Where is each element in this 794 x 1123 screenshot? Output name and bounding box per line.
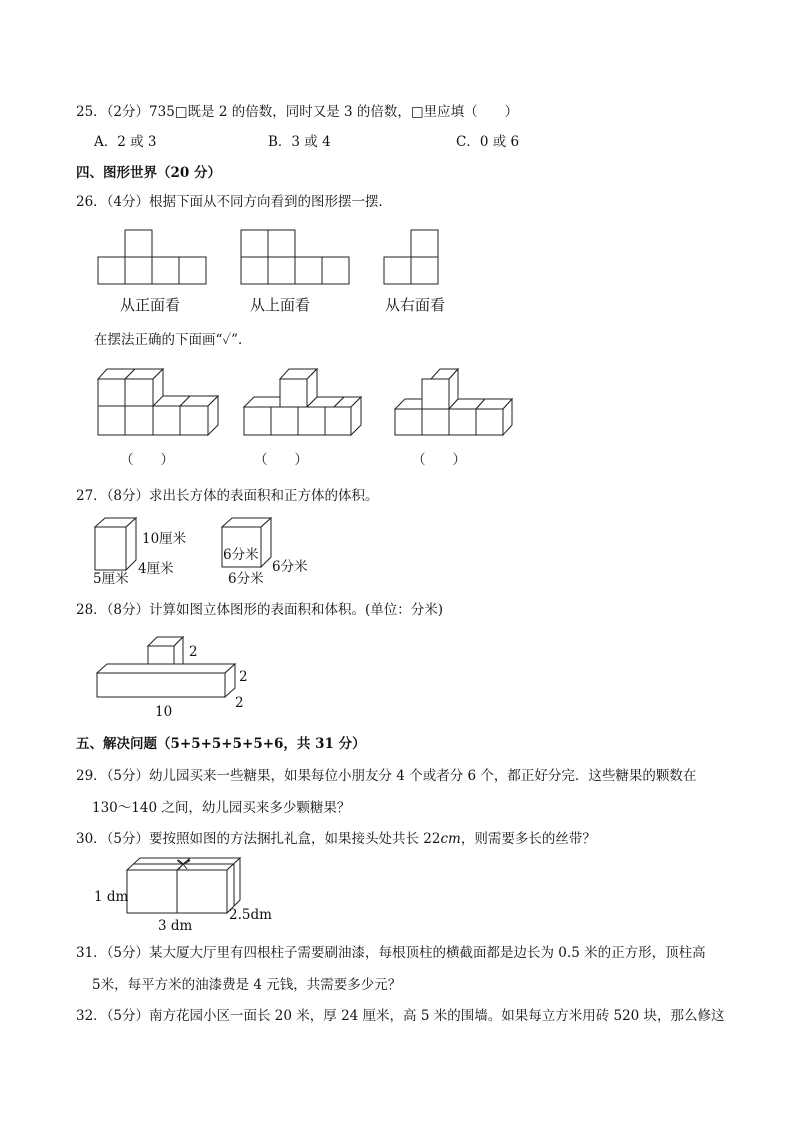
q25-text: 25．（2分）735□既是 2 的倍数，同时又是 3 的倍数，□里应填（ ） — [76, 104, 519, 120]
view-right-diagram — [383, 229, 439, 284]
solid-height-dim-label: 2 — [239, 669, 248, 685]
composite-solid-diagram — [96, 636, 246, 701]
q31-line-2: 5米，每平方米的油漆费是 4 元钱，共需要多少元？ — [92, 977, 402, 993]
q30-text — [76, 830, 596, 848]
q30-unit: cm — [440, 831, 461, 847]
solid-depth-dim-label: 2 — [235, 695, 244, 711]
q30-text-post: ，则需要多长的丝带？ — [460, 831, 596, 847]
box-length-label: 3 dm — [158, 918, 193, 934]
view-front-label: 从正面看 — [120, 296, 181, 314]
cube-depth-label: 6分米 — [272, 559, 308, 575]
arrangement-3-diagram — [394, 367, 519, 437]
q26-text: 26．（4分）根据下面从不同方向看到的图形摆一摆． — [76, 194, 393, 210]
cube-bottom-label: 6分米 — [228, 571, 264, 587]
view-top-label: 从上面看 — [250, 296, 311, 314]
q32-line-1: 32．（5分）南方花园小区一面长 20 米，厚 24 厘米，高 5 米的围墙。如果每立方米用砖 520 块，那么修这 — [76, 1008, 725, 1024]
cuboid-length-label: 5厘米 — [93, 571, 129, 587]
cuboid-depth-label: 4厘米 — [138, 561, 174, 577]
box-depth-label: 2.5dm — [229, 907, 272, 923]
solid-length-dim-label: 10 — [155, 704, 173, 720]
cuboid-diagram — [94, 517, 139, 572]
q26-instruction: 在摆法正确的下面画“✓”． — [94, 332, 252, 348]
arrangement-2-answer-blank[interactable]: （ ） — [254, 452, 308, 468]
q25-option-a: A．2 或 3 — [94, 134, 157, 150]
cuboid-height-label: 10厘米 — [142, 531, 187, 547]
q29-line-2: 130～140 之间，幼儿园买来多少颗糖果？ — [92, 800, 351, 816]
section-5-title: 五、解决问题（5+5+5+5+5+6，共 31 分） — [76, 736, 366, 752]
box-height-label: 1 dm — [94, 889, 129, 905]
cube-face-label: 6分米 — [223, 547, 259, 563]
section-4-title: 四、图形世界（20 分） — [76, 165, 221, 181]
q25-option-b: B．3 或 4 — [268, 134, 331, 150]
view-front-diagram — [97, 229, 207, 284]
arrangement-2-diagram — [243, 367, 373, 437]
q27-text: 27．（8分）求出长方体的表面积和正方体的体积。 — [76, 488, 379, 504]
arrangement-1-diagram — [97, 367, 227, 437]
gift-box-diagram — [126, 856, 246, 916]
view-top-diagram — [240, 229, 350, 284]
arrangement-3-answer-blank[interactable]: （ ） — [412, 452, 466, 468]
view-right-label: 从右面看 — [385, 296, 446, 314]
solid-top-dim-label: 2 — [189, 644, 198, 660]
q25-option-c: C．0 或 6 — [456, 134, 520, 150]
q28-text: 28．（8分）计算如图立体图形的表面积和体积。(单位：分米) — [76, 602, 444, 618]
arrangement-1-answer-blank[interactable]: （ ） — [120, 452, 174, 468]
q31-line-1: 31．（5分）某大厦大厅里有四根柱子需要刷油漆，每根顶柱的横截面都是边长为 0.5 米的正方形，顶柱高 — [76, 945, 706, 961]
q29-line-1: 29．（5分）幼儿园买来一些糖果，如果每位小朋友分 4 个或者分 6 个，都正好分完．这些糖果的颗数在 — [76, 768, 697, 784]
q30-text-pre: 30．（5分）要按照如图的方法捆扎礼盒，如果接头处共长 22 — [76, 831, 441, 847]
